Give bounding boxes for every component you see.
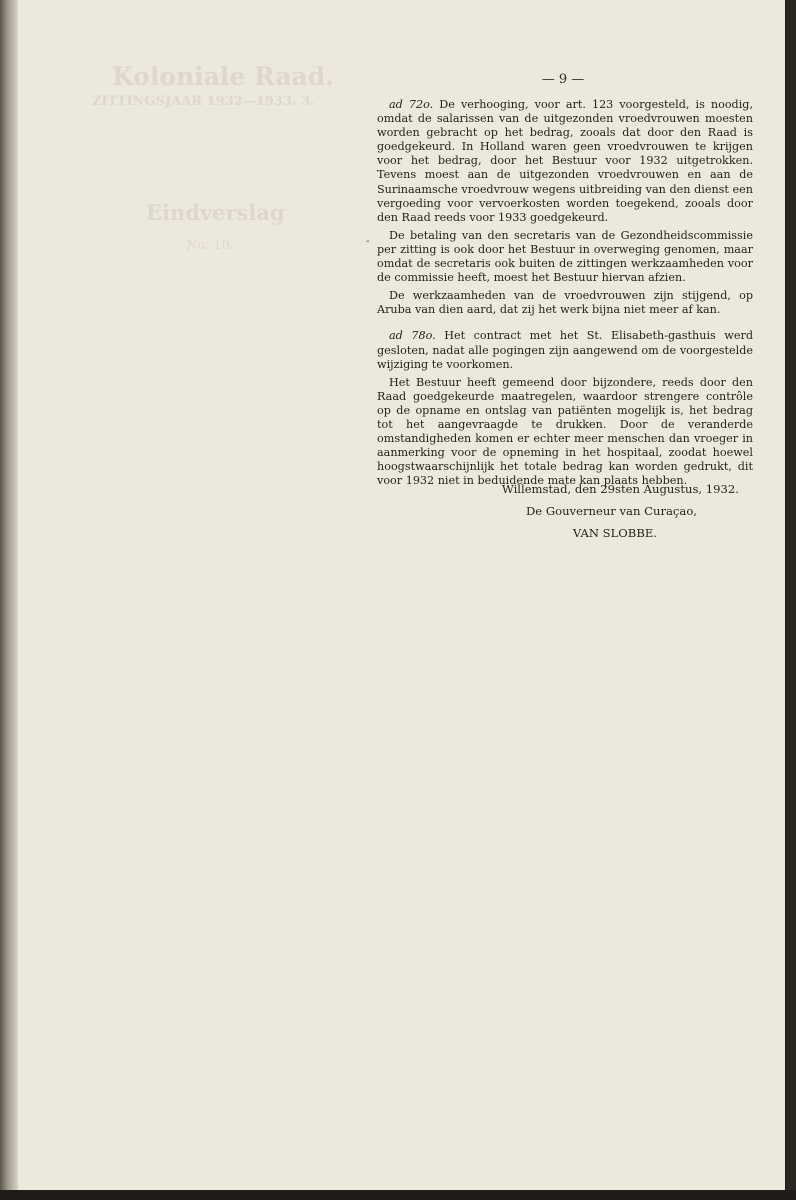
- page-number: — 9 —: [541, 72, 585, 87]
- paragraph-text: De verhooging, voor art. 123 voorgesteld, is noodig, omdat de salarissen van de uitgezonden vroedvrouwen moesten worden gebracht op het bedrag, zooals dat door den Raad is goedgekeurd. In Holland waren geen vroedvrouwen te krijgen voor het bedrag, door het Bestuur voor 1932 uitgetrokken. Tevens moest aan de uitgezonden vroedvrouwen en aan de Surinaamsche vroedvrouw wegens uitbreiding van den dienst een vergoeding voor vervoerkosten worden toegekend, zooals door den Raad reeds voor 1933 goedgekeurd.: [377, 98, 754, 224]
- bleed-through-session: ZITTINGSJAAR 1932—1933. 3.: [92, 94, 315, 109]
- paragraph-text: Het Bestuur heeft gemeend door bijzondere, reeds door den Raad goedgekeurde maatregelen, waardoor strengere contrôle op de opname en ontslag van patiënten mogelijk is, het bedrag tot het aangevraagde te drukken. Door de veranderde omstandigheden komen er echter meer menschen dan vroeger in aanmerking voor de opneming in het hospitaal, zoodat hoewel hoogstwaarschijnlijk het totale bedrag kan worden gedrukt, dit voor 1932 niet in beduidende mate kan plaats hebben.: [377, 375, 753, 488]
- page-edge: [785, 0, 786, 1200]
- bleed-through-title: Koloniale Raad.: [112, 62, 334, 91]
- paragraph-secretaris: [377, 229, 753, 285]
- body-text: [377, 98, 753, 492]
- bleed-through-number: No. 10.: [186, 238, 234, 253]
- bleed-through-subtitle: Eindverslag: [146, 200, 285, 225]
- paragraph-vroedvrouwen: [377, 289, 753, 317]
- margin-mark: -: [366, 236, 370, 247]
- paragraph-ad-78: [377, 329, 753, 371]
- paragraph-ad-72: [377, 98, 753, 225]
- governor-name: VAN SLOBBE.: [572, 526, 657, 540]
- paragraph-bestuur: [377, 376, 753, 489]
- paragraph-ref: ad 78o.: [389, 329, 436, 343]
- closing-signature: [377, 478, 753, 544]
- paragraph-text: Het contract met het St. Elisabeth-gasthuis werd gesloten, nadat alle pogingen zijn aangewend om de voorgestelde wijziging te voorkomen.: [377, 329, 754, 371]
- bottom-edge: [0, 1190, 796, 1200]
- binding-edge: [0, 0, 18, 1190]
- governor-title: De Gouverneur van Curaçao,: [525, 504, 697, 518]
- paragraph-ref: ad 72o.: [389, 98, 434, 111]
- place-date: Willemstad, den 29sten Augustus, 1932.: [501, 482, 739, 496]
- paragraph-text: De betaling van den secretaris van de Gezondheidscommissie per zitting is ook door het Bestuur in overweging genomen, maar omdat de secretaris ook buiten de zittingen werkzaamheden voor de commissie heeft, moest het Bestuur hiervan afzien.: [377, 228, 753, 285]
- paragraph-text: De werkzaamheden van de vroedvrouwen zijn stijgend, op Aruba van dien aard, dat zij het werk bijna niet meer af kan.: [377, 289, 753, 317]
